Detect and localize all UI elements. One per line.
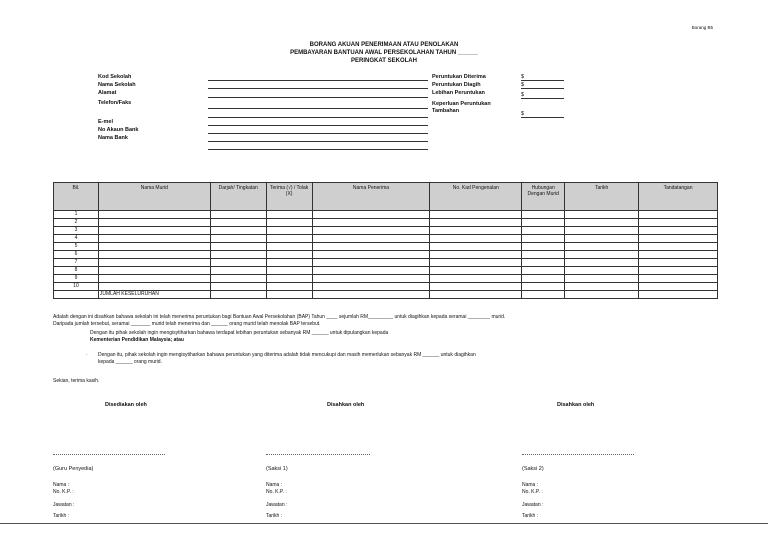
sig-role-2: (Saksi 1) (266, 466, 288, 472)
table-row (54, 251, 718, 259)
currency-4: $ (521, 111, 525, 117)
title-line-2: PEMBAYARAN BANTUAN AWAL PERSEKOLAHAN TAHUN ______ (290, 50, 478, 56)
signature-line-3[interactable] (522, 454, 634, 455)
bank-line[interactable] (208, 141, 428, 142)
row-number: 5 (54, 243, 99, 251)
option-1-line-1: Dengan itu pihak sekolah ingin mengisytiharkan bahawa terdapat lebihan peruntukan sebanyak RM ______ untuk dipulangkan kepada (90, 330, 389, 336)
field-keperluan-peruntukan: Keperluan Peruntukan (432, 101, 491, 107)
email-line[interactable] (208, 125, 428, 126)
sig-field-nama: Nama : (522, 482, 539, 488)
sig-field-jawatan: Jawatan : (522, 502, 544, 508)
recipient-table (53, 182, 718, 299)
total-label: JUMLAH KESELURUHAN (98, 291, 210, 299)
field-nama-sekolah: Nama Sekolah (98, 82, 136, 88)
row-number: 2 (54, 219, 99, 227)
field-nama-bank: Nama Bank (98, 135, 128, 141)
row-number: 8 (54, 267, 99, 275)
col-nama-penerima: Nama Penerima (312, 183, 430, 211)
field-telefon-faks: Telefon/Faks (98, 100, 132, 106)
table-row (54, 235, 718, 243)
col-terima-tolak: Terima (√) / Tolak (X) (266, 183, 312, 211)
akaun-line[interactable] (208, 133, 428, 134)
sig-field-kp: No. K.P. : (266, 489, 287, 495)
diterima-line[interactable] (521, 80, 564, 81)
diagih-line[interactable] (521, 88, 564, 89)
row-number: 6 (54, 251, 99, 259)
col-darjah: Darjah/ Tingkatan (210, 183, 266, 211)
telefon-line[interactable] (208, 108, 428, 109)
closing-text: Sekian, terima kasih. (53, 378, 100, 384)
title-line-3: PERINGKAT SEKOLAH (351, 58, 417, 64)
table-row (54, 211, 718, 219)
declaration-paragraph: Adalah dengan ini disahkan bahawa sekolah ini telah menerima peruntukan bagi Bantuan Awal Persekolahan (BAP) Tahun ____ sejumlah RM_________ untuk diagihkan kepada seramai ________ murid. (53, 314, 506, 320)
title-line-1: BORANG AKUAN PENERIMAAN ATAU PENOLAKAN (309, 42, 459, 48)
declaration-paragraph-2: Daripada jumlah tersebut, seramai _______ murid telah menerima dan ______ orang murid telah menolak BAP tersebut. (53, 321, 321, 327)
sig-field-jawatan: Jawatan : (53, 502, 75, 508)
extra-line-2[interactable] (208, 149, 428, 150)
col-tandatangan: Tandatangan (639, 183, 718, 211)
sig-field-tarikh: Tarikh : (522, 513, 539, 519)
sig-field-kp: No. K.P. : (53, 489, 74, 495)
row-number: 7 (54, 259, 99, 267)
row-number: 10 (54, 283, 99, 291)
bullet: · (86, 352, 88, 358)
lebihan-line[interactable] (521, 98, 564, 99)
field-peruntukan-diterima: Peruntukan Diterima (432, 74, 486, 80)
sig-field-kp: No. K.P. : (522, 489, 543, 495)
currency-3: $ (521, 92, 525, 98)
extra-line-1[interactable] (208, 117, 428, 118)
field-lebihan-peruntukan: Lebihan Peruntukan (432, 90, 485, 96)
col-bil: Bil. (54, 183, 99, 211)
option-2-line-2: kepada ______ orang murid. (98, 359, 162, 365)
table-row (54, 283, 718, 291)
sig-heading-2: Disahkan oleh (327, 402, 365, 408)
row-number: 1 (54, 211, 99, 219)
table-row (54, 267, 718, 275)
option-2-line-1: Dengan itu, pihak sekolah ingin mengisytiharkan bahawa peruntukan yang diterima adalah tidak mencukupi dan masih memerlukan sebanyak RM ______ untuk diagihkan (98, 352, 476, 358)
sig-field-nama: Nama : (53, 482, 70, 488)
field-email: E-mel (98, 119, 113, 125)
sig-role-3: (Saksi 2) (522, 466, 544, 472)
sig-field-tarikh: Tarikh : (266, 513, 283, 519)
row-number: 9 (54, 275, 99, 283)
sig-field-nama: Nama : (266, 482, 283, 488)
currency-2: $ (521, 82, 525, 88)
page-bottom-rule (0, 523, 768, 524)
currency-1: $ (521, 74, 525, 80)
row-number: 3 (54, 227, 99, 235)
row-number: 4 (54, 235, 99, 243)
field-peruntukan-diagih: Peruntukan Diagih (432, 82, 481, 88)
kod-sekolah-line[interactable] (208, 80, 428, 81)
sig-fields-3 (522, 481, 543, 521)
form-code: Borang B5 (691, 25, 713, 30)
col-tarikh: Tarikh (565, 183, 639, 211)
table-row (54, 219, 718, 227)
field-no-akaun-bank: No Akaun Bank (98, 127, 139, 133)
table-row (54, 243, 718, 251)
option-1-line-2: Kementerian Pendidikan Malaysia; atau (90, 337, 184, 343)
col-no-kp: No. Kad Pengenalan (430, 183, 522, 211)
field-tambahan: Tambahan (432, 108, 460, 114)
sig-role-1: (Guru Penyedia) (53, 466, 94, 472)
tambahan-line[interactable] (521, 117, 564, 118)
table-total-row (54, 291, 718, 299)
table-header-row (54, 183, 718, 211)
col-hubungan: Hubungan Dengan Murid (522, 183, 565, 211)
sig-fields-2 (266, 481, 287, 521)
table-row (54, 227, 718, 235)
field-kod-sekolah: Kod Sekolah (98, 74, 132, 80)
table-row (54, 275, 718, 283)
table-row (54, 259, 718, 267)
sig-fields-1 (53, 481, 74, 521)
field-alamat: Alamat (98, 90, 117, 96)
col-nama-murid: Nama Murid (98, 183, 210, 211)
signature-line-1[interactable] (53, 454, 165, 455)
sig-field-tarikh: Tarikh : (53, 513, 70, 519)
sig-heading-3: Disahkan oleh (557, 402, 595, 408)
signature-line-2[interactable] (266, 454, 370, 455)
sig-field-jawatan: Jawatan : (266, 502, 288, 508)
nama-sekolah-line[interactable] (208, 88, 428, 89)
alamat-line[interactable] (208, 97, 428, 98)
sig-heading-1: Disediakan oleh (105, 402, 147, 408)
